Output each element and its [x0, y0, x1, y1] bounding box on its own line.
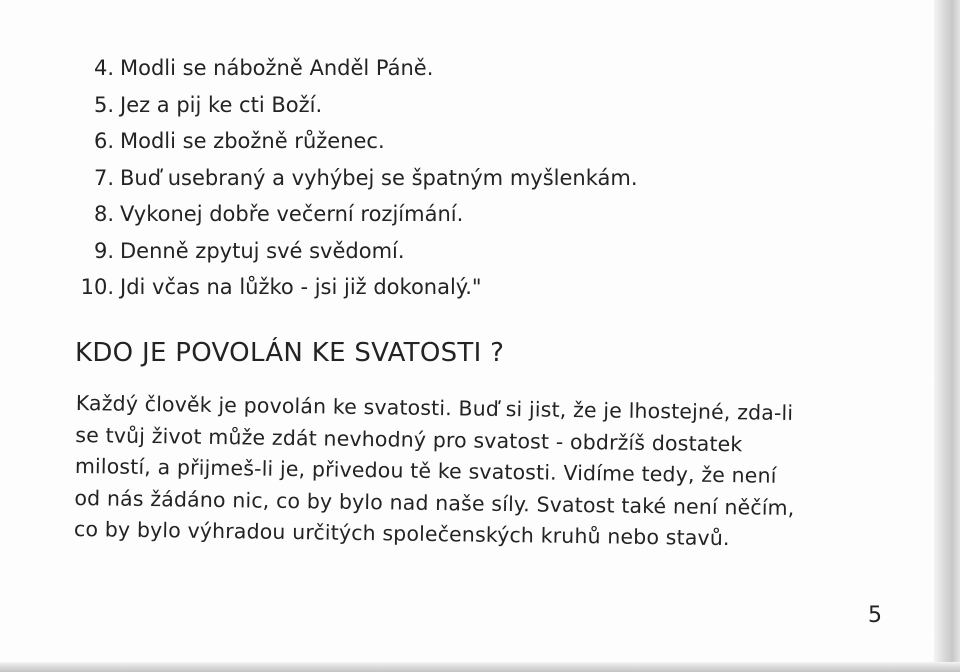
list-item [70, 123, 638, 160]
numbered-list [70, 50, 638, 306]
list-item-number: 7. [93, 165, 114, 190]
list-item-text: Jez a pij ke cti Boží. [120, 92, 323, 117]
list-item-text: Buď usebraný a vyhýbej se špatným myšlenkám. [120, 165, 638, 190]
list-item-number: 8. [93, 202, 114, 226]
list-item-number: 4. [93, 56, 114, 80]
list-item-text: Modli se nábožně Anděl Páně. [120, 56, 434, 80]
list-item [70, 50, 638, 87]
list-item-number: 6. [93, 129, 114, 153]
list-item [70, 269, 638, 306]
paragraph-line: co by bylo výhradou určitých společenských kruhů nebo stavů. [73, 516, 730, 551]
list-item-text: Modli se zbožně růženec. [120, 129, 385, 153]
paragraph-line: milostí, a přijmeš-li je, přivedou tě ke svatosti. Vidíme tedy, že není [74, 453, 777, 488]
body-paragraph [74, 388, 876, 557]
list-item [70, 160, 638, 197]
list-item-number: 5. [93, 92, 114, 117]
section-heading: KDO JE POVOLÁN KE SVATOSTI ? [75, 338, 505, 368]
list-item-text: Jdi včas na lůžko - jsi již dokonalý." [120, 275, 482, 299]
page-bottom-shadow [0, 662, 960, 672]
list-item [70, 233, 638, 270]
page-edge-shadow [934, 0, 960, 672]
list-item-number: 10. [80, 275, 114, 299]
list-item-text: Vykonej dobře večerní rozjímání. [120, 202, 464, 226]
paragraph-line: se tvůj život může zdát nevhodný pro svatost - obdržíš dostatek [75, 422, 743, 456]
list-item [70, 196, 638, 233]
paragraph-line: od nás žádáno nic, co by bylo nad naše síly. Svatost také není něčím, [74, 485, 795, 520]
list-item-text: Denně zpytuj své svědomí. [120, 238, 405, 263]
list-item [70, 87, 638, 124]
list-item-number: 9. [93, 238, 114, 263]
page-number: 5 [868, 603, 882, 628]
paragraph-line: Každý člověk je povolán ke svatosti. Buď si jist, že je lhostejné, zda-li [75, 390, 794, 426]
